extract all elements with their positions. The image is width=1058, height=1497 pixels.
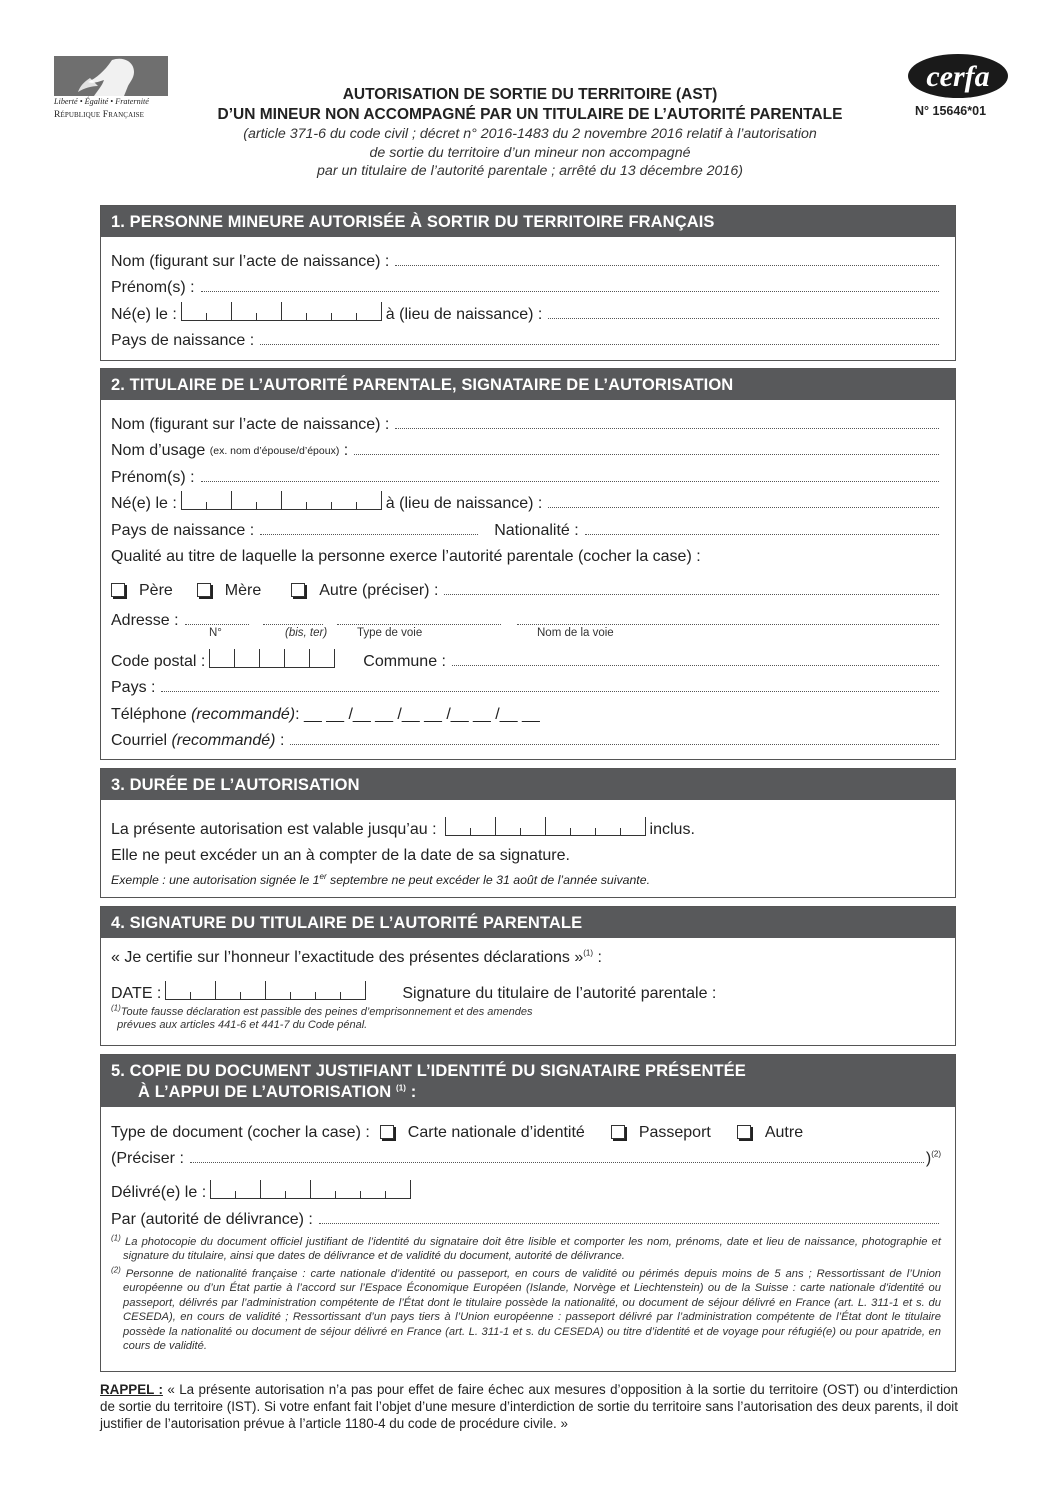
parent-nom-usage-hint: (ex. nom d’épouse/d’époux) xyxy=(209,445,340,457)
date-digit-cell[interactable] xyxy=(182,502,207,509)
parent-address-label: Adresse : xyxy=(111,612,179,629)
parent-nom-usage-label: Nom d’usage xyxy=(111,442,206,459)
title-line2: D’UN MINEUR NON ACCOMPAGNÉ PAR UN TITULAIRE DE L’AUTORITÉ PARENTALE xyxy=(217,106,843,123)
parent-prenom-field[interactable] xyxy=(201,481,939,482)
address-sublabels xyxy=(111,627,941,644)
delivre-date-field[interactable] xyxy=(210,1180,411,1199)
subtitle-line3: par un titulaire de l’autorité parentale ; arrêté du 13 décembre 2016) xyxy=(317,163,743,179)
date-digit-cell[interactable] xyxy=(316,992,341,999)
parent-pays-label: Pays : xyxy=(111,679,156,696)
date-digit-cell[interactable] xyxy=(241,981,266,999)
validity-limit-row xyxy=(111,839,941,866)
checkbox-passeport[interactable] xyxy=(611,1125,625,1139)
date-digit-cell[interactable] xyxy=(332,502,357,509)
phone-recommended: (recommandé) xyxy=(191,705,296,723)
minor-birthplace-field[interactable] xyxy=(548,318,939,319)
parent-birthdate-field[interactable] xyxy=(181,491,382,510)
preciser-label: (Préciser : xyxy=(111,1150,184,1167)
postal-digit-cell[interactable] xyxy=(210,649,235,667)
address-sublabel-type: Type de voie xyxy=(357,627,423,639)
minor-prenom-label: Prénom(s) : xyxy=(111,279,195,296)
email-colon: : xyxy=(275,732,285,749)
validity-date-field[interactable] xyxy=(445,817,646,836)
parent-pays-row xyxy=(111,671,941,698)
minor-prenom-field[interactable] xyxy=(201,291,939,292)
parent-qualite-options xyxy=(111,566,941,600)
minor-nom-field[interactable] xyxy=(395,265,939,266)
date-digit-cell[interactable] xyxy=(386,1180,411,1198)
parent-address-row xyxy=(111,600,941,630)
email-field[interactable] xyxy=(290,744,939,745)
date-digit-cell[interactable] xyxy=(521,817,546,835)
rappel-note xyxy=(100,1381,958,1432)
doc-option-passeport: Passeport xyxy=(638,1123,711,1141)
title-block xyxy=(170,85,890,181)
autorite-row xyxy=(111,1202,941,1229)
date-digit-cell[interactable] xyxy=(446,828,471,835)
parent-country-field[interactable] xyxy=(260,534,478,535)
parent-prenom-row xyxy=(111,460,941,487)
parent-nom-row xyxy=(111,407,941,434)
minor-country-field[interactable] xyxy=(260,344,939,345)
date-digit-cell[interactable] xyxy=(336,1191,361,1198)
validity-label: La présente autorisation est valable jusqu’au : xyxy=(111,820,437,838)
parent-nationality-field[interactable] xyxy=(585,534,939,535)
checkbox-mere[interactable] xyxy=(197,583,211,597)
section-minor xyxy=(100,205,956,361)
date-digit-cell[interactable] xyxy=(282,502,307,509)
phone-label: Téléphone xyxy=(111,705,187,723)
parent-nom-field[interactable] xyxy=(395,428,939,429)
address-number-field[interactable] xyxy=(185,624,249,625)
validity-example-row xyxy=(111,865,941,887)
date-digit-cell[interactable] xyxy=(232,502,257,509)
preciser-row xyxy=(111,1142,941,1169)
minor-country-row xyxy=(111,324,941,351)
minor-country-label: Pays de naissance : xyxy=(111,332,255,349)
date-digit-cell[interactable] xyxy=(341,981,366,999)
section-4-title: 4. SIGNATURE DU TITULAIRE DE L’AUTORITÉ PARENTALE xyxy=(101,907,955,938)
rappel-text: « La présente autorisation n’a pas pour effet de faire échec aux mesures d’opposition à la sortie du territoire (OST) ou d’interdiction de sortie du territoire (IST). Si votre enfant fait l’objet d’une mesure d’interdiction de sortie du territoire sans l’autorisation des deux parents, il doit justifier de l’autorisation prévue à l’article 1180-4 du code de procédure civile. » xyxy=(100,1382,958,1431)
parent-nom-label: Nom (figurant sur l’acte de naissance) : xyxy=(111,415,390,433)
option-mere-label: Mère xyxy=(224,582,262,599)
doc-option-cni: Carte nationale d’identité xyxy=(407,1123,585,1141)
minor-birthplace-label: à (lieu de naissance) : xyxy=(385,305,543,323)
logo-republic: République Française xyxy=(54,109,145,120)
checkbox-cni[interactable] xyxy=(380,1125,394,1139)
marianne-icon xyxy=(54,56,168,96)
option-autre-label: Autre (préciser) : xyxy=(319,582,439,599)
parent-birthplace-field[interactable] xyxy=(548,507,939,508)
section-parent xyxy=(100,368,956,760)
commune-field[interactable] xyxy=(452,665,939,666)
date-signature-row xyxy=(111,967,941,1003)
section-1-title: 1. PERSONNE MINEURE AUTORISÉE À SORTIR DU TERRITOIRE FRANÇAIS xyxy=(101,206,955,237)
address-sublabel-bis: (bis, ter) xyxy=(285,627,328,639)
validity-limit-text: Elle ne peut excéder un an à compter de la date de sa signature. xyxy=(111,847,570,864)
minor-nom-label: Nom (figurant sur l’acte de naissance) : xyxy=(111,252,390,270)
autorite-field[interactable] xyxy=(319,1223,939,1224)
minor-nom-row xyxy=(111,244,941,271)
title-line1: AUTORISATION DE SORTIE DU TERRITOIRE (AST) xyxy=(342,86,718,103)
date-digit-cell[interactable] xyxy=(471,817,496,835)
delivre-label: Délivré(e) le : xyxy=(111,1184,207,1201)
postal-code-field[interactable] xyxy=(209,649,335,668)
minor-birthdate-field[interactable] xyxy=(181,302,382,321)
date-digit-cell[interactable] xyxy=(621,817,646,835)
address-sublabel-number: N° xyxy=(209,627,222,639)
subtitle-line2: de sortie du territoire d’un mineur non accompagné xyxy=(369,144,691,161)
minor-prenom-row xyxy=(111,271,941,298)
date-digit-cell[interactable] xyxy=(236,1180,261,1198)
parent-country-row xyxy=(111,513,941,540)
date-digit-cell[interactable] xyxy=(571,828,596,835)
postal-digit-cell[interactable] xyxy=(260,649,285,667)
date-digit-cell[interactable] xyxy=(282,313,307,320)
minor-birth-row xyxy=(111,297,941,324)
address-sublabel-street: Nom de la voie xyxy=(537,627,614,639)
postal-digit-cell[interactable] xyxy=(310,649,335,667)
date-digit-cell[interactable] xyxy=(191,981,216,999)
parent-nationality-label: Nationalité : xyxy=(494,521,579,539)
commune-label: Commune : xyxy=(363,652,446,670)
parent-country-label: Pays de naissance : xyxy=(111,521,255,539)
footnote-2: $^{(2)}$ Personne de nationalité française : carte nationale d’identité ou passeport, en cours de validité ou périmés depuis moins de 5 ans ; Ressortissant de l’Union européenne ou d’un État partie à l’accord sur l’Espace Économique Européen (Islande, Norvège et Liechtenstein) ou de la Suisse : carte nationale d’identité ou passeport, délivrés par l’administration compétente de l’État dont le titulaire possède la nationalité, ou document de séjour délivré en France (art. L. 311-1 et s. du CESEDA), en cours de validité ; Ressortissant d’un pays tiers à l’Union européenne : passeport délivré par l’administration compétente de l’État dont le titulaire possède la nationalité ou document de séjour délivré en France (art. L. 311-1 et s. du CESEDA) ou titre d’identité et de voyage pour réfugié(e) ou pour apatride, en cours de validité. xyxy=(111,1264,942,1352)
date-digit-cell[interactable] xyxy=(216,992,241,999)
parent-pays-field[interactable] xyxy=(161,691,939,692)
date-digit-cell[interactable] xyxy=(257,491,282,509)
signature-footnote: $^{(1)}$Toute fausse déclaration est passible des peines d’emprisonnement et des amendes prévues aux articles 441-6 et 441-7 du Code pénal. xyxy=(111,1002,533,1031)
parent-qualite-label: Qualité au titre de laquelle la personne exerce l’autorité parentale (cocher la case) : xyxy=(111,548,701,565)
parent-birthdate-label: Né(e) le : xyxy=(111,495,177,512)
date-digit-cell[interactable] xyxy=(311,1191,336,1198)
date-digit-cell[interactable] xyxy=(307,313,332,320)
certify-text: « Je certifie sur l’honneur l’exactitude des présentes déclarations »$^{(1)}$ : xyxy=(111,948,602,966)
certify-row xyxy=(111,940,941,967)
section-5-title: 5. COPIE DU DOCUMENT JUSTIFIANT L’IDENTITÉ DU SIGNATAIRE PRÉSENTÉE À L’APPUI DE L’AUTORISATION $^{(1)}$ : xyxy=(101,1055,955,1107)
parent-email-row xyxy=(111,724,941,751)
postal-code-label: Code postal : xyxy=(111,652,206,670)
address-bis-field[interactable] xyxy=(263,624,323,625)
section-3-title: 3. DURÉE DE L’AUTORISATION xyxy=(101,769,955,800)
footnote-1: $^{(1)}$ La photocopie du document officiel justifiant de l’identité du signataire doit être lisible et comporter les nom, prénoms, date et lieu de naissance, photographie et signature du titulaire, ainsi que dates de délivrance et de validité du document, autorité de délivrance. xyxy=(111,1232,941,1262)
validity-inclus: inclus. xyxy=(649,820,695,838)
minor-birthdate-label: Né(e) le : xyxy=(111,305,177,323)
doc-option-autre: Autre xyxy=(764,1123,804,1141)
date-digit-cell[interactable] xyxy=(211,1191,236,1198)
date-digit-cell[interactable] xyxy=(361,1191,386,1198)
date-digit-cell[interactable] xyxy=(257,302,282,320)
preciser-end: )$^{(2)}$ xyxy=(925,1149,941,1167)
date-digit-cell[interactable] xyxy=(266,992,291,999)
address-type-field[interactable] xyxy=(337,624,501,625)
parent-nom-usage-row xyxy=(111,434,941,461)
date-digit-cell[interactable] xyxy=(232,313,257,320)
date-digit-cell[interactable] xyxy=(332,313,357,320)
parent-birthplace-label: à (lieu de naissance) : xyxy=(385,495,543,512)
checkbox-pere[interactable] xyxy=(111,583,125,597)
email-label: Courriel xyxy=(111,732,168,749)
date-digit-cell[interactable] xyxy=(286,1180,311,1198)
rappel-label: RAPPEL : xyxy=(100,1382,163,1397)
date-digit-cell[interactable] xyxy=(291,992,316,999)
doc-type-label: Type de document (cocher la case) : xyxy=(111,1123,370,1141)
signature-date-field[interactable] xyxy=(165,981,366,1000)
postal-digit-cell[interactable] xyxy=(285,649,310,667)
section-signature xyxy=(100,906,956,1046)
postal-digit-cell[interactable] xyxy=(235,649,260,667)
address-street-field[interactable] xyxy=(517,624,939,625)
section-2-title: 2. TITULAIRE DE L’AUTORITÉ PARENTALE, SIGNATAIRE DE L’AUTORISATION xyxy=(101,369,955,400)
marianne-logo xyxy=(54,56,168,96)
parent-birth-row xyxy=(111,487,941,514)
email-recommended: (recommandé) xyxy=(171,732,276,749)
parent-prenom-label: Prénom(s) : xyxy=(111,468,195,486)
date-digit-cell[interactable] xyxy=(182,313,207,320)
validity-example: Exemple : une autorisation signée le 1er septembre ne peut excéder le 31 août de l’année suivante. xyxy=(111,871,650,887)
section-id-document xyxy=(100,1054,956,1372)
date-digit-cell[interactable] xyxy=(307,502,332,509)
parent-phone-row xyxy=(111,697,941,724)
parent-postal-row xyxy=(111,644,941,671)
date-digit-cell[interactable] xyxy=(166,992,191,999)
option-pere-label: Père xyxy=(139,582,173,599)
date-digit-cell[interactable] xyxy=(207,491,232,509)
parent-nom-usage-colon: : xyxy=(343,442,349,459)
option-autre-field[interactable] xyxy=(444,594,939,595)
doc-type-row xyxy=(111,1115,941,1142)
checkbox-autre-doc[interactable] xyxy=(737,1125,751,1139)
cerfa-logo xyxy=(907,53,1009,99)
parent-nom-usage-field[interactable] xyxy=(354,454,939,455)
parent-qualite-row xyxy=(111,540,941,567)
section-duration xyxy=(100,768,956,898)
date-digit-cell[interactable] xyxy=(207,302,232,320)
date-digit-cell[interactable] xyxy=(357,302,382,320)
date-digit-cell[interactable] xyxy=(261,1191,286,1198)
date-digit-cell[interactable] xyxy=(546,828,571,835)
cerfa-number: N° 15646*01 xyxy=(915,104,987,118)
date-label: DATE : xyxy=(111,984,162,1002)
checkbox-autre[interactable] xyxy=(291,583,305,597)
preciser-field[interactable] xyxy=(190,1162,924,1163)
date-digit-cell[interactable] xyxy=(357,491,382,509)
date-digit-cell[interactable] xyxy=(496,828,521,835)
validity-row xyxy=(111,812,941,839)
logo-motto: Liberté • Égalité • Fraternité xyxy=(54,97,149,106)
cerfa-logo-text: cerfa xyxy=(926,60,990,93)
autorite-label: Par (autorité de délivrance) : xyxy=(111,1210,313,1228)
delivre-row xyxy=(111,1168,941,1202)
phone-field[interactable]: : __ __ /__ __ /__ __ /__ __ /__ __ xyxy=(295,705,540,723)
date-digit-cell[interactable] xyxy=(596,828,621,835)
signature-label: Signature du titulaire de l’autorité parentale : xyxy=(402,984,717,1002)
subtitle-line1: (article 371-6 du code civil ; décret n° 2016-1483 du 2 novembre 2016 relatif à l’autorisation xyxy=(243,126,817,142)
